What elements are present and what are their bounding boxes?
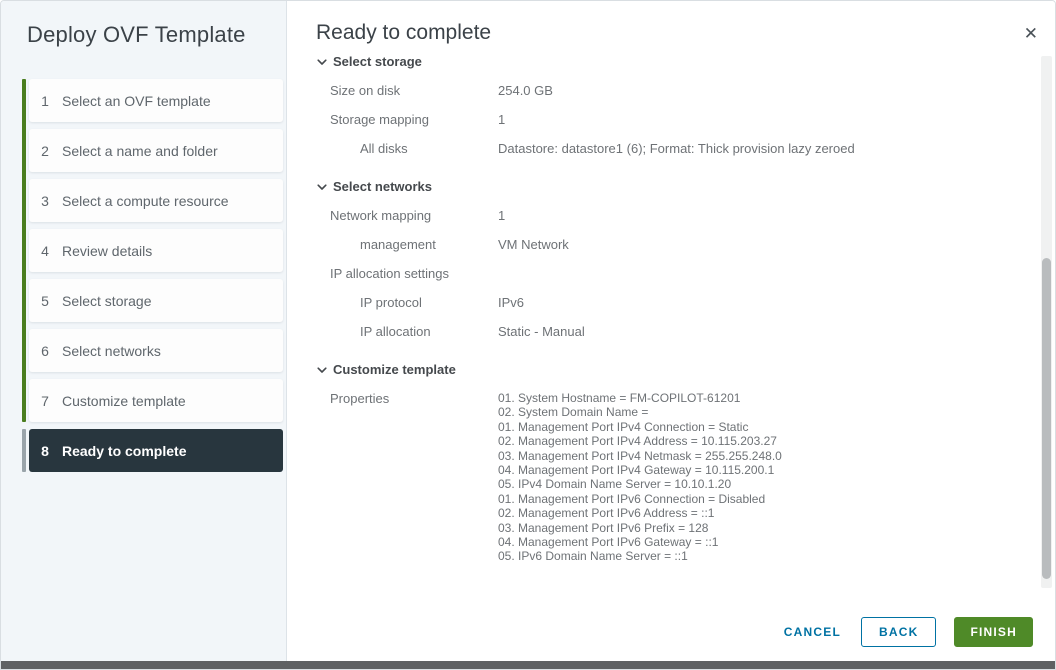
step-number: 5: [41, 292, 49, 309]
step-number: 7: [41, 392, 49, 409]
property-line: 04. Management Port IPv6 Gateway = ::1: [498, 535, 719, 550]
step-label: Select a name and folder: [62, 142, 218, 159]
summary-sections: [316, 54, 1015, 564]
summary-row: [316, 141, 1015, 157]
row-value: 254.0 GB: [498, 83, 553, 98]
property-line: 02. Management Port IPv6 Address = ::1: [498, 506, 715, 521]
step-label: Select networks: [62, 342, 161, 359]
row-label: Network mapping: [330, 208, 432, 223]
sidebar-step-2[interactable]: [29, 129, 283, 172]
summary-row: [316, 391, 1015, 564]
section-title: Select networks: [333, 179, 432, 194]
step-label: Ready to complete: [62, 442, 187, 459]
row-value: 1: [498, 112, 506, 127]
cancel-button[interactable]: CANCEL: [782, 617, 843, 647]
section-title: Customize template: [333, 362, 456, 377]
row-value: IPv6: [498, 295, 525, 310]
step-number: 8: [41, 442, 49, 459]
row-value: [498, 391, 1015, 564]
sidebar-step-5[interactable]: [29, 279, 283, 322]
page-title: Ready to complete: [316, 21, 492, 44]
back-button[interactable]: BACK: [861, 617, 936, 647]
sidebar-step-7[interactable]: [29, 379, 283, 422]
summary-row: [316, 324, 1015, 340]
property-line: 01. System Hostname = FM-COPILOT-61201: [498, 391, 741, 405]
wizard-steps-list: [22, 79, 283, 479]
summary-row: [316, 112, 1015, 128]
completed-steps-bar: [22, 79, 26, 422]
property-line: 01. Management Port IPv4 Connection = Static: [498, 419, 749, 434]
window-bottom-edge: [1, 661, 1055, 669]
row-value: Datastore: datastore1 (6); Format: Thick provision lazy zeroed: [498, 141, 855, 156]
row-label: Properties: [330, 391, 390, 406]
row-label: Size on disk: [330, 83, 401, 98]
scrollbar-thumb[interactable]: [1042, 258, 1051, 579]
property-line: 02. Management Port IPv4 Address = 10.115.203.27: [498, 434, 777, 449]
section-customize-template: [316, 362, 1015, 564]
summary-row: [316, 295, 1015, 311]
row-label: IP protocol: [360, 295, 422, 310]
row-label: IP allocation: [360, 324, 431, 339]
summary-row: [316, 83, 1015, 99]
step-number: 6: [41, 342, 49, 359]
dialog-title: Deploy OVF Template: [27, 22, 246, 47]
row-value: [498, 266, 1015, 282]
property-line: 02. System Domain Name =: [498, 405, 649, 420]
sidebar-step-6[interactable]: [29, 329, 283, 372]
row-value: 1: [498, 208, 506, 223]
current-step-bar: [22, 429, 26, 472]
step-label: Select a compute resource: [62, 192, 229, 209]
step-label: Review details: [62, 242, 153, 259]
step-number: 4: [41, 242, 49, 259]
summary-row: [316, 208, 1015, 224]
sidebar-step-3[interactable]: [29, 179, 283, 222]
step-number: 3: [41, 192, 49, 209]
summary-panel: [288, 1, 1055, 661]
section-select-networks: [316, 179, 1015, 340]
step-number: 2: [41, 142, 49, 159]
section-select-storage: [316, 54, 1015, 157]
footer-actions: [782, 617, 1033, 647]
section-header[interactable]: [316, 179, 1015, 195]
sidebar-step-4[interactable]: [29, 229, 283, 272]
step-label: Customize template: [62, 392, 186, 409]
row-label: management: [360, 237, 436, 252]
section-header[interactable]: [316, 54, 1015, 70]
property-line: 05. IPv6 Domain Name Server = ::1: [498, 549, 688, 564]
chevron-down-icon[interactable]: [316, 56, 330, 68]
row-value: Static - Manual: [498, 324, 585, 339]
step-label: Select an OVF template: [62, 92, 211, 109]
summary-row: [316, 266, 1015, 282]
row-label: IP allocation settings: [330, 266, 449, 281]
row-label: Storage mapping: [330, 112, 430, 127]
close-icon[interactable]: ✕: [1023, 24, 1038, 43]
chevron-down-icon[interactable]: [316, 181, 330, 193]
finish-button[interactable]: FINISH: [954, 617, 1033, 647]
property-line: 03. Management Port IPv6 Prefix = 128: [498, 520, 709, 535]
property-line: 04. Management Port IPv4 Gateway = 10.115.200.1: [498, 463, 775, 478]
property-line: 05. IPv4 Domain Name Server = 10.10.1.20: [498, 477, 732, 492]
step-number: 1: [41, 92, 49, 109]
step-label: Select storage: [62, 292, 152, 309]
wizard-sidebar: [1, 1, 287, 661]
property-line: 01. Management Port IPv6 Connection = Disabled: [498, 491, 766, 506]
row-value: VM Network: [498, 237, 569, 252]
scrollbar-track[interactable]: [1041, 56, 1052, 588]
section-title: Select storage: [333, 54, 422, 69]
row-label: All disks: [360, 141, 408, 156]
summary-row: [316, 237, 1015, 253]
property-line: 03. Management Port IPv4 Netmask = 255.255.248.0: [498, 448, 782, 463]
sidebar-step-1[interactable]: [29, 79, 283, 122]
section-header[interactable]: [316, 362, 1015, 378]
sidebar-step-8[interactable]: [29, 429, 283, 472]
chevron-down-icon[interactable]: [316, 364, 330, 376]
